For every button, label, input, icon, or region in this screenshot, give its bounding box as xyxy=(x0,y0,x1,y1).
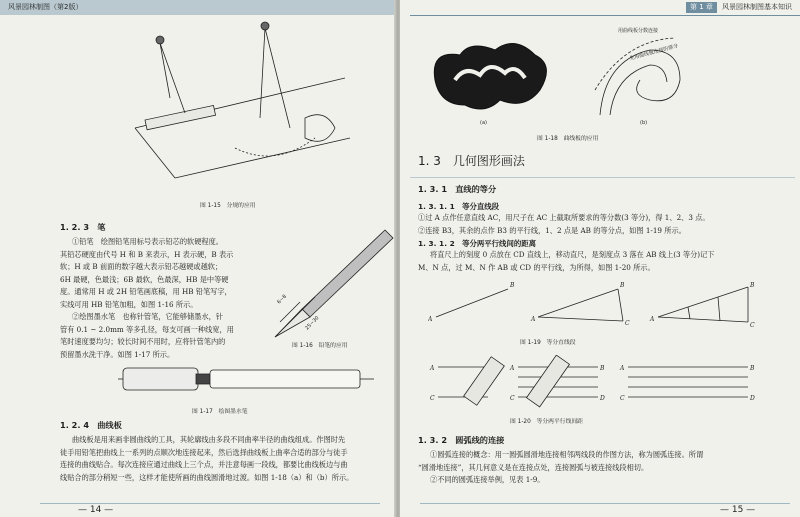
svg-text:D: D xyxy=(750,395,755,402)
figure-1-20-divide-parallels xyxy=(428,355,758,410)
section-1-2-4-heading: 1. 2. 4 曲线板 xyxy=(60,420,122,430)
left-running-header: 风景园林制图（第2版） xyxy=(0,0,396,15)
svg-text:C: C xyxy=(510,395,515,402)
divide-parallel-para: 将直尺上的刻度 0 点放在 CD 直线上，移动直尺，是刻度点 3 落在 AB 线上(3 等分)记下 M、N 点，过 M、N 作 AB 或 CD 的平行线，为所得，如图 1-20 所示。 xyxy=(418,250,715,272)
svg-text:C: C xyxy=(750,322,755,329)
svg-text:D: D xyxy=(600,395,605,402)
fig16-dim-6-8: 6~8 xyxy=(276,293,288,306)
figure-1-15-caption: 图 1-15 分规的应用 xyxy=(200,203,256,209)
svg-text:B: B xyxy=(750,365,755,372)
left-page xyxy=(0,0,396,517)
right-page-number: — 15 — xyxy=(720,505,756,515)
svg-text:A: A xyxy=(650,316,655,323)
svg-text:A: A xyxy=(620,365,625,372)
section-1-3-2-heading: 1. 3. 2 圆弧线的连接 xyxy=(418,435,505,445)
section-1-3-1-1-heading: 1. 3. 1. 1 等分直线段 xyxy=(418,202,500,211)
figure-1-20-caption: 图 1-20 等分两平行线间距 xyxy=(510,419,583,425)
right-footer-rule xyxy=(420,503,790,504)
section-1-2-3-heading: 1. 2. 3 笔 xyxy=(60,222,106,232)
figure-1-19-caption: 图 1-19 等分直线段 xyxy=(520,340,576,346)
svg-text:C: C xyxy=(430,395,435,402)
section-1-3-1-heading: 1. 3. 1 直线的等分 xyxy=(418,184,497,194)
divide-segment-para: ①过 A 点作任意直线 AC，用尺子在 AC 上截取所要求的等分数(3 等分)，得 1、2、3 点。 ②连接 B3，其余的点作 B3 的平行线，1、2 点是 AB 的等分点，如图 1-19 所示。 xyxy=(418,213,710,235)
curve-ruler-para: 曲线板是用来画非圆曲线的工具，其轮廓线由多段不同曲率半径的曲线组成。作图时先 徒手用铅笔把曲线上一系列的点顺次地连接起来，然后选择曲线板上曲率合适的部分与徒手 连接的曲线贴合。每次连接应通过曲线上三个点，并注意每画一段线，都要比曲线板边与曲 线贴合的部分稍短一些，这样才能使所画的曲线圆滑地过渡。如图 1-18（a）和（b）所示。 xyxy=(60,435,354,482)
figure-1-18-curve-ruler xyxy=(425,20,695,130)
left-page-number: — 14 — xyxy=(78,505,114,515)
section-1-3-heading: 1. 3 几何图形画法 xyxy=(418,154,525,168)
section-1-3-rule xyxy=(410,177,795,178)
fig18-note-2: 先用曲线板连接的部分 xyxy=(628,43,679,62)
svg-text:A: A xyxy=(428,316,433,323)
arc-connection-para: ①圆弧连接的概念：用一圆弧圆滑地连接相邻两线段的作图方法，称为圆弧连接。所谓 “圆滑地连接”，其几何意义是在连接点处，连接圆弧与被连接线段相切。 ②不同的圆弧连接举例，见表 1-9。 xyxy=(418,450,704,484)
svg-text:C: C xyxy=(620,395,625,402)
figure-1-15-dividers xyxy=(115,18,355,188)
svg-text:C: C xyxy=(625,320,630,327)
figure-1-19-divide-segment xyxy=(428,277,758,332)
svg-text:B: B xyxy=(620,282,625,289)
figure-1-16-caption: 图 1-16 铅笔的应用 xyxy=(292,343,348,349)
figure-1-16-pencil xyxy=(255,222,395,352)
svg-text:B: B xyxy=(750,282,755,289)
svg-text:A: A xyxy=(510,365,515,372)
chapter-badge: 第 1 章 xyxy=(686,2,717,13)
fig18-label-a: (a) xyxy=(480,120,487,126)
figure-1-17-caption: 图 1-17 绘图墨水笔 xyxy=(192,409,248,415)
right-header-rule xyxy=(410,15,800,16)
svg-text:A: A xyxy=(531,316,536,323)
fig18-label-b: (b) xyxy=(640,120,648,126)
figure-1-18-caption: 图 1-18 曲线板的应用 xyxy=(537,136,599,142)
right-running-header xyxy=(400,0,800,15)
svg-text:B: B xyxy=(600,365,605,372)
chapter-title: 风景园林制图基本知识 xyxy=(722,3,792,11)
section-1-3-1-2-heading: 1. 3. 1. 2 等分两平行线间的距离 xyxy=(418,239,537,248)
fig16-dim-25-30: 25~30 xyxy=(304,315,321,332)
svg-text:B: B xyxy=(510,282,515,289)
left-footer-rule xyxy=(40,503,380,504)
pencil-para-1: ①铅笔 绘图铅笔用标号表示铅芯的软硬程度。 其铅芯硬度由代号 H 和 B 来表示，H 表示硬，B 表示 软；H 或 B 前面的数字越大表示铅芯越硬或越软； 6H 最硬，色最浅；6B 最软，色最深，HB 是中等硬 度。通常用 H 或 2H 铅笔画底稿，用 HB 铅笔写字， 实线可用 HB 铅笔加粗，如图 1-16 所示。 ②绘图墨水笔 也称针管笔，它能够储墨水，针 管有 0.1 ~ 2.0mm 等多孔径，每支可画一种线宽，用 笔时速度要均匀；较长时间不用时，应将针管笔内的 预留墨水洗干净。如图 1-17 所示。 xyxy=(60,237,234,359)
fig18-note-1: 用曲线板分数连接 xyxy=(618,28,659,34)
svg-text:A: A xyxy=(430,365,435,372)
figure-1-17-ink-pen xyxy=(118,358,378,403)
right-page xyxy=(400,0,800,517)
